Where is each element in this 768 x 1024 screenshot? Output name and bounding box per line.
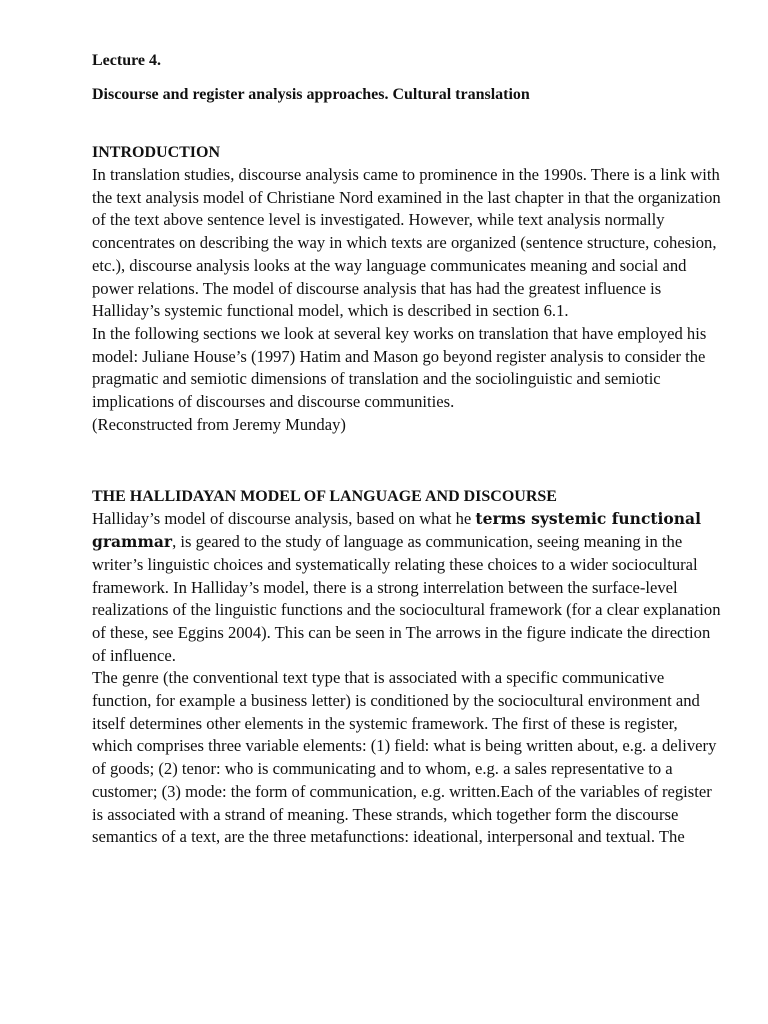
introduction-paragraph-2: In the following sections we look at several key works on translation that have employed his model: Juliane House’s (1997) Hatim and Mason go beyond register analysis to consider the pragmatic and semiotic dimensions of translation and the sociolinguistic and semiotic implications of discourses and discourse communities. — [92, 323, 707, 412]
systemic-functional-grammar-term: terms systemic functional grammar — [92, 509, 701, 552]
hallidayan-paragraph-1-intro: Halliday’s model of discourse analysis, based on what he — [92, 509, 476, 529]
lecture-number: Lecture 4. — [92, 52, 162, 69]
document-page — [92, 44, 722, 849]
lecture-title: Discourse and register analysis approaches. Cultural translation — [92, 86, 530, 103]
introduction-paragraph-1: In translation studies, discourse analysis came to prominence in the 1990s. There is a link with the text analysis model of Christiane Nord examined in the last chapter in that the organization of the text above sentence level is investigated. However, while text analysis normally concentrates on describing the way in which texts are organized (sentence structure, cohesion, etc.), discourse analysis looks at the way language communicates meaning and social and power relations. The model of discourse analysis that has had the greatest influence is Halliday’s systemic functional model, which is described in section 6.1. — [92, 165, 721, 321]
hallidayan-model-heading: THE HALLIDAYAN MODEL OF LANGUAGE AND DISCOURSE — [92, 488, 557, 506]
hallidayan-paragraph-2: The genre (the conventional text type that is associated with a specific communicative function, for example a business letter) is conditioned by the sociocultural environment and itself determines other elements in the systemic framework. The first of these is register, which comprises three variable elements: (1) field: what is being written about, e.g. a delivery of goods; (2) tenor: who is communicating and to whom, e.g. a sales representative to a customer; (3) mode: the form of communication, e.g. written.Each of the variables of register is associated with a strand of meaning. These strands, which together form the discourse semantics of a text, are the three metafunctions: ideational, interpersonal and textual. The — [92, 668, 717, 847]
hallidayan-paragraph-1 — [92, 508, 722, 667]
hallidayan-paragraph-1-rest: , is geared to the study of language as communication, seeing meaning in the writer’s linguistic choices and systematically relating these choices to a wider sociocultural framework. In Halliday’s model, there is a strong interrelation between the surface-level realizations of the linguistic functions and the sociocultural framework (for a clear explanation of these, see Eggins 2004). This can be seen in The arrows in the figure indicate the direction of influence. — [92, 532, 721, 665]
source-note: (Reconstructed from Jeremy Munday) — [92, 414, 346, 434]
introduction-heading: INTRODUCTION — [92, 144, 221, 161]
